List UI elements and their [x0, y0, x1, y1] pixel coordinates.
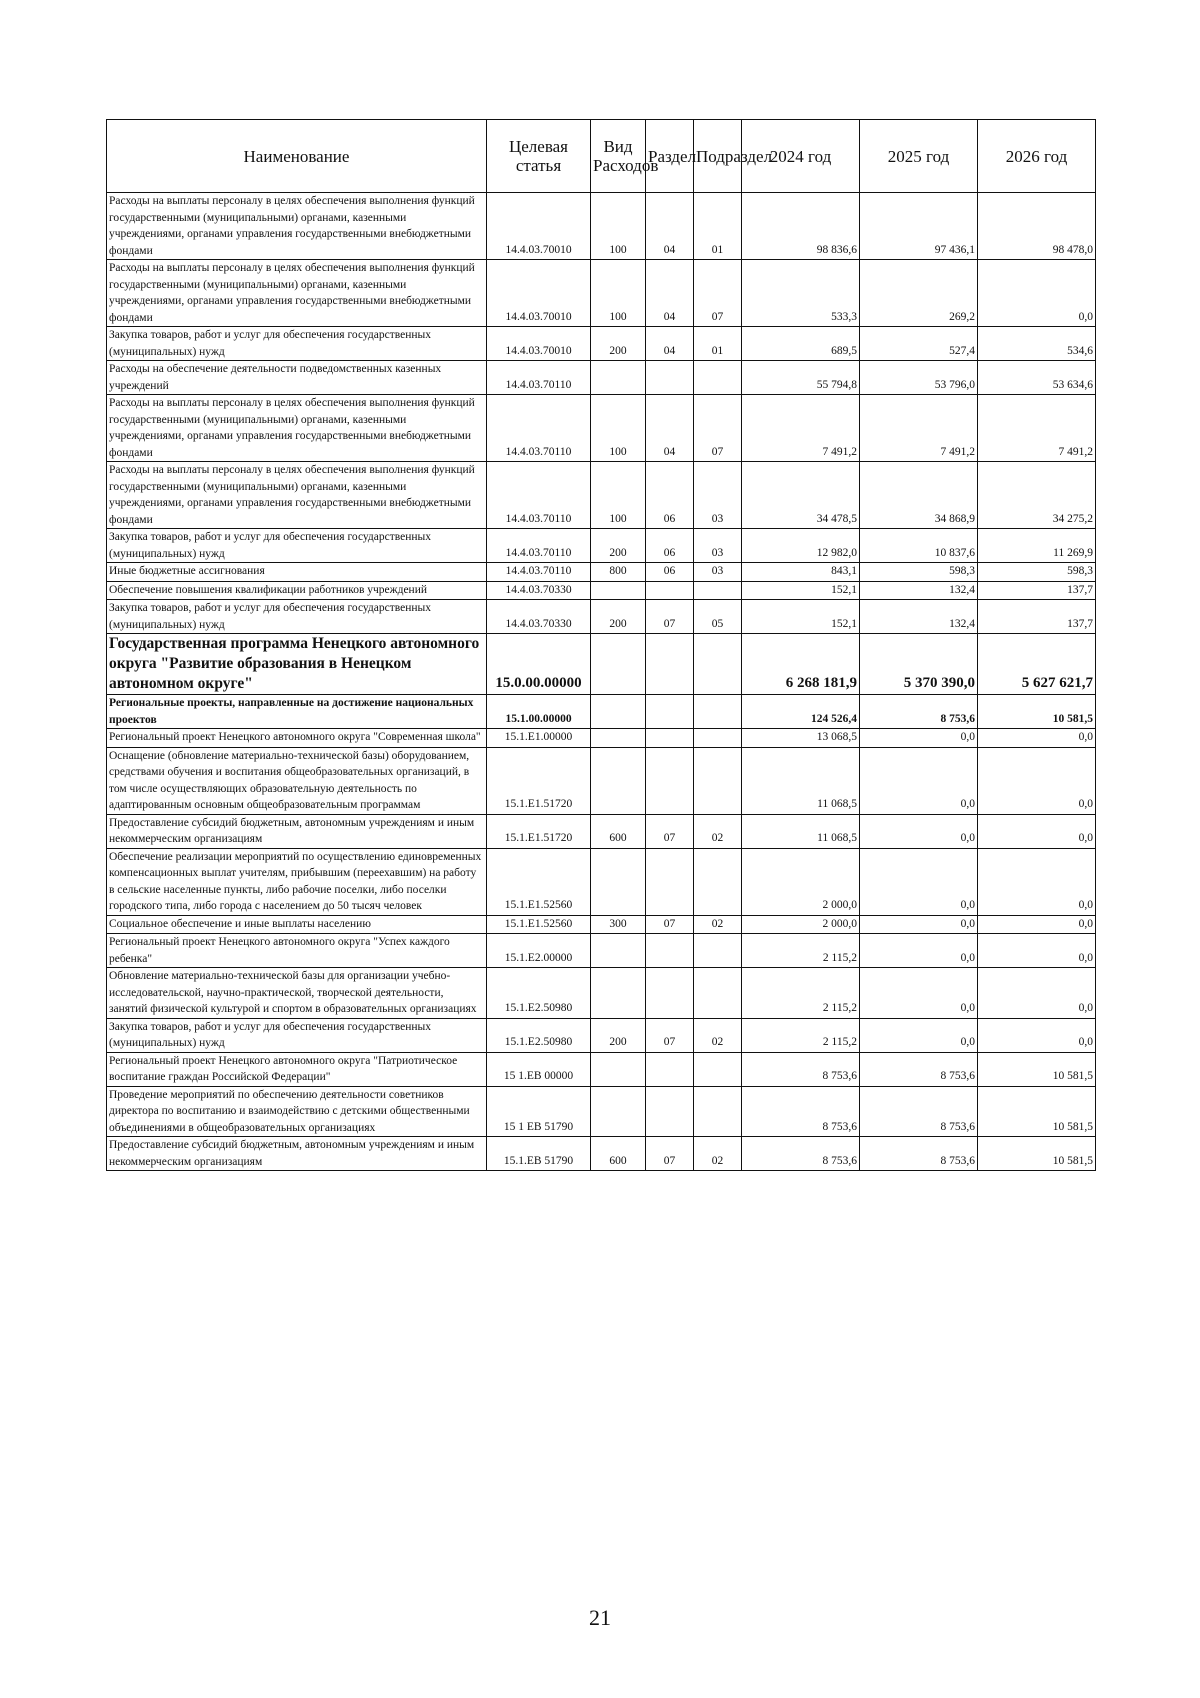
cell-2025: 8 753,6 — [860, 695, 978, 729]
cell-razdel — [646, 729, 694, 748]
cell-razdel: 07 — [646, 600, 694, 634]
table-row — [107, 814, 1096, 848]
cell-2025: 53 796,0 — [860, 361, 978, 395]
cell-2025: 8 753,6 — [860, 1052, 978, 1086]
cell-code: 14.4.03.70110 — [487, 529, 591, 563]
cell-2025: 34 868,9 — [860, 462, 978, 529]
cell-code: 15.1.E2.50980 — [487, 1018, 591, 1052]
cell-name: Расходы на выплаты персоналу в целях обеспечения выполнения функций государственными (муниципальными) органами, казенными учреждениями, органами управления государственными внебюджетными фондами — [107, 193, 487, 260]
cell-2025: 527,4 — [860, 327, 978, 361]
cell-2026: 0,0 — [978, 934, 1096, 968]
cell-name: Закупка товаров, работ и услуг для обеспечения государственных (муниципальных) нужд — [107, 1018, 487, 1052]
cell-2026: 7 491,2 — [978, 395, 1096, 462]
cell-code: 14.4.03.70330 — [487, 600, 591, 634]
cell-2024: 8 753,6 — [742, 1137, 860, 1171]
header-2025: 2025 год — [860, 120, 978, 193]
table-row — [107, 1052, 1096, 1086]
cell-2024: 8 753,6 — [742, 1052, 860, 1086]
cell-vid — [591, 1052, 646, 1086]
table-row — [107, 260, 1096, 327]
cell-podrazdel: 07 — [694, 260, 742, 327]
cell-2024: 12 982,0 — [742, 529, 860, 563]
cell-name: Обеспечение реализации мероприятий по осуществлению единовременных компенсационных выплат учителям, прибывшим (переехавшим) на работу в сельские населенные пункты, либо рабочие поселки, либо поселки городского типа, либо города с населением до 50 тысяч человек — [107, 848, 487, 915]
table-row — [107, 1018, 1096, 1052]
cell-2026: 0,0 — [978, 747, 1096, 814]
cell-podrazdel: 02 — [694, 915, 742, 934]
header-name: Наименование — [107, 120, 487, 193]
cell-code: 14.4.03.70110 — [487, 563, 591, 582]
cell-razdel — [646, 634, 694, 695]
cell-2026: 0,0 — [978, 848, 1096, 915]
cell-2024: 98 836,6 — [742, 193, 860, 260]
cell-razdel: 07 — [646, 1018, 694, 1052]
cell-2024: 2 115,2 — [742, 1018, 860, 1052]
cell-2026: 98 478,0 — [978, 193, 1096, 260]
cell-2024: 124 526,4 — [742, 695, 860, 729]
cell-2025: 132,4 — [860, 600, 978, 634]
cell-code: 15.1.E1.51720 — [487, 747, 591, 814]
cell-2025: 10 837,6 — [860, 529, 978, 563]
cell-name: Региональный проект Ненецкого автономного округа "Патриотическое воспитание граждан Российской Федерации" — [107, 1052, 487, 1086]
cell-name: Закупка товаров, работ и услуг для обеспечения государственных (муниципальных) нужд — [107, 600, 487, 634]
cell-razdel — [646, 361, 694, 395]
cell-name: Расходы на выплаты персоналу в целях обеспечения выполнения функций государственными (муниципальными) органами, казенными учреждениями, органами управления государственными внебюджетными фондами — [107, 260, 487, 327]
cell-2024: 2 000,0 — [742, 848, 860, 915]
table-row — [107, 747, 1096, 814]
cell-vid — [591, 968, 646, 1019]
cell-podrazdel: 02 — [694, 814, 742, 848]
cell-2025: 8 753,6 — [860, 1137, 978, 1171]
page-number: 21 — [589, 1605, 611, 1630]
cell-podrazdel — [694, 934, 742, 968]
cell-code: 15.1.E1.52560 — [487, 915, 591, 934]
cell-2024: 34 478,5 — [742, 462, 860, 529]
cell-2024: 8 753,6 — [742, 1086, 860, 1137]
cell-code: 15 1.EB 00000 — [487, 1052, 591, 1086]
cell-code: 15.1.E2.00000 — [487, 934, 591, 968]
cell-razdel — [646, 848, 694, 915]
cell-podrazdel: 02 — [694, 1018, 742, 1052]
header-2024: 2024 год — [742, 120, 860, 193]
cell-podrazdel — [694, 1052, 742, 1086]
table-row — [107, 327, 1096, 361]
cell-code: 15.1.E1.51720 — [487, 814, 591, 848]
cell-razdel: 04 — [646, 327, 694, 361]
cell-name: Предоставление субсидий бюджетным, автономным учреждениям и иным некоммерческим организациям — [107, 814, 487, 848]
budget-table — [106, 119, 1096, 1171]
cell-2025: 97 436,1 — [860, 193, 978, 260]
cell-code: 14.4.03.70110 — [487, 361, 591, 395]
cell-razdel: 04 — [646, 395, 694, 462]
cell-podrazdel: 03 — [694, 563, 742, 582]
cell-2024: 2 115,2 — [742, 934, 860, 968]
cell-vid: 200 — [591, 529, 646, 563]
cell-code: 15 1 EB 51790 — [487, 1086, 591, 1137]
cell-podrazdel: 05 — [694, 600, 742, 634]
cell-podrazdel: 07 — [694, 395, 742, 462]
cell-vid: 100 — [591, 395, 646, 462]
cell-razdel: 07 — [646, 915, 694, 934]
cell-podrazdel: 01 — [694, 193, 742, 260]
cell-code: 14.4.03.70330 — [487, 581, 591, 600]
header-podrazdel: Подраздел — [694, 120, 742, 193]
table-row — [107, 848, 1096, 915]
cell-razdel: 07 — [646, 814, 694, 848]
table-row — [107, 193, 1096, 260]
cell-2025: 0,0 — [860, 729, 978, 748]
cell-razdel: 07 — [646, 1137, 694, 1171]
cell-name: Закупка товаров, работ и услуг для обеспечения государственных (муниципальных) нужд — [107, 529, 487, 563]
cell-2026: 10 581,5 — [978, 1086, 1096, 1137]
cell-code: 15.0.00.00000 — [487, 634, 591, 695]
cell-2026: 10 581,5 — [978, 1137, 1096, 1171]
cell-razdel — [646, 1086, 694, 1137]
header-code: Целевая статья — [487, 120, 591, 193]
table-row — [107, 462, 1096, 529]
table-row — [107, 529, 1096, 563]
cell-name: Проведение мероприятий по обеспечению деятельности советников директора по воспитанию и взаимодействию с детскими общественными объединениями в общеобразовательных организациях — [107, 1086, 487, 1137]
cell-podrazdel: 03 — [694, 529, 742, 563]
cell-vid — [591, 695, 646, 729]
cell-vid — [591, 1086, 646, 1137]
cell-name: Социальное обеспечение и иные выплаты населению — [107, 915, 487, 934]
cell-podrazdel — [694, 968, 742, 1019]
cell-2025: 132,4 — [860, 581, 978, 600]
cell-2026: 137,7 — [978, 581, 1096, 600]
cell-vid: 800 — [591, 563, 646, 582]
cell-2024: 2 000,0 — [742, 915, 860, 934]
cell-podrazdel: 03 — [694, 462, 742, 529]
cell-razdel — [646, 1052, 694, 1086]
cell-2026: 11 269,9 — [978, 529, 1096, 563]
cell-2025: 0,0 — [860, 968, 978, 1019]
table-row — [107, 563, 1096, 582]
cell-name: Обновление материально-технической базы для организации учебно-исследовательской, научно-практической, творческой деятельности, занятий физической культурой и спортом в образовательных организациях — [107, 968, 487, 1019]
cell-vid: 100 — [591, 260, 646, 327]
cell-vid: 200 — [591, 327, 646, 361]
cell-2026: 10 581,5 — [978, 695, 1096, 729]
cell-code: 15.1.E1.52560 — [487, 848, 591, 915]
subtotal-row — [107, 695, 1096, 729]
cell-2024: 6 268 181,9 — [742, 634, 860, 695]
cell-code: 14.4.03.70110 — [487, 462, 591, 529]
cell-vid — [591, 934, 646, 968]
cell-name: Региональные проекты, направленные на достижение национальных проектов — [107, 695, 487, 729]
cell-vid — [591, 361, 646, 395]
cell-podrazdel: 01 — [694, 327, 742, 361]
cell-2026: 0,0 — [978, 729, 1096, 748]
cell-razdel — [646, 747, 694, 814]
cell-2024: 533,3 — [742, 260, 860, 327]
cell-podrazdel — [694, 729, 742, 748]
cell-2026: 0,0 — [978, 814, 1096, 848]
cell-2026: 0,0 — [978, 915, 1096, 934]
cell-2025: 269,2 — [860, 260, 978, 327]
cell-vid: 300 — [591, 915, 646, 934]
cell-name: Государственная программа Ненецкого автономного округа "Развитие образования в Ненецком автономном округе" — [107, 634, 487, 695]
cell-2026: 598,3 — [978, 563, 1096, 582]
table-row — [107, 915, 1096, 934]
table-row — [107, 934, 1096, 968]
cell-razdel — [646, 968, 694, 1019]
cell-code: 14.4.03.70010 — [487, 327, 591, 361]
cell-podrazdel — [694, 581, 742, 600]
cell-podrazdel — [694, 634, 742, 695]
cell-name: Иные бюджетные ассигнования — [107, 563, 487, 582]
cell-2025: 0,0 — [860, 934, 978, 968]
cell-vid — [591, 581, 646, 600]
cell-vid — [591, 729, 646, 748]
table-row — [107, 1137, 1096, 1171]
cell-podrazdel — [694, 361, 742, 395]
cell-vid: 100 — [591, 193, 646, 260]
cell-name: Расходы на выплаты персоналу в целях обеспечения выполнения функций государственными (муниципальными) органами, казенными учреждениями, органами управления государственными внебюджетными фондами — [107, 395, 487, 462]
cell-2026: 34 275,2 — [978, 462, 1096, 529]
cell-podrazdel — [694, 695, 742, 729]
cell-razdel — [646, 581, 694, 600]
table-row — [107, 729, 1096, 748]
cell-2026: 0,0 — [978, 260, 1096, 327]
cell-razdel: 06 — [646, 563, 694, 582]
cell-name: Региональный проект Ненецкого автономного округа "Современная школа" — [107, 729, 487, 748]
cell-vid — [591, 848, 646, 915]
cell-2024: 11 068,5 — [742, 814, 860, 848]
cell-2024: 152,1 — [742, 600, 860, 634]
cell-name: Обеспечение повышения квалификации работников учреждений — [107, 581, 487, 600]
cell-2025: 598,3 — [860, 563, 978, 582]
cell-razdel — [646, 934, 694, 968]
cell-razdel: 04 — [646, 260, 694, 327]
cell-vid — [591, 747, 646, 814]
cell-razdel: 04 — [646, 193, 694, 260]
cell-2026: 0,0 — [978, 1018, 1096, 1052]
table-row — [107, 968, 1096, 1019]
cell-podrazdel: 02 — [694, 1137, 742, 1171]
cell-2026: 137,7 — [978, 600, 1096, 634]
cell-code: 14.4.03.70010 — [487, 260, 591, 327]
cell-podrazdel — [694, 848, 742, 915]
cell-name: Расходы на обеспечение деятельности подведомственных казенных учреждений — [107, 361, 487, 395]
cell-razdel: 06 — [646, 529, 694, 563]
table-row — [107, 600, 1096, 634]
cell-2026: 534,6 — [978, 327, 1096, 361]
cell-code: 15.1.00.00000 — [487, 695, 591, 729]
table-row — [107, 395, 1096, 462]
cell-podrazdel — [694, 747, 742, 814]
table-header-row — [107, 120, 1096, 193]
cell-vid: 200 — [591, 1018, 646, 1052]
header-vid: Вид Расходов — [591, 120, 646, 193]
cell-code: 15.1.E1.00000 — [487, 729, 591, 748]
cell-razdel: 06 — [646, 462, 694, 529]
cell-2025: 0,0 — [860, 915, 978, 934]
cell-2026: 53 634,6 — [978, 361, 1096, 395]
cell-2024: 7 491,2 — [742, 395, 860, 462]
cell-code: 15.1.EB 51790 — [487, 1137, 591, 1171]
cell-name: Расходы на выплаты персоналу в целях обеспечения выполнения функций государственными (муниципальными) органами, казенными учреждениями, органами управления государственными внебюджетными фондами — [107, 462, 487, 529]
table-row — [107, 581, 1096, 600]
cell-name: Закупка товаров, работ и услуг для обеспечения государственных (муниципальных) нужд — [107, 327, 487, 361]
cell-2025: 7 491,2 — [860, 395, 978, 462]
table-row — [107, 361, 1096, 395]
cell-vid: 200 — [591, 600, 646, 634]
cell-2026: 0,0 — [978, 968, 1096, 1019]
cell-2024: 13 068,5 — [742, 729, 860, 748]
cell-2024: 152,1 — [742, 581, 860, 600]
cell-2025: 0,0 — [860, 848, 978, 915]
cell-2024: 2 115,2 — [742, 968, 860, 1019]
cell-name: Предоставление субсидий бюджетным, автономным учреждениям и иным некоммерческим организациям — [107, 1137, 487, 1171]
cell-code: 14.4.03.70010 — [487, 193, 591, 260]
cell-name: Региональный проект Ненецкого автономного округа "Успех каждого ребенка" — [107, 934, 487, 968]
cell-2024: 55 794,8 — [742, 361, 860, 395]
cell-2026: 5 627 621,7 — [978, 634, 1096, 695]
cell-razdel — [646, 695, 694, 729]
cell-2024: 11 068,5 — [742, 747, 860, 814]
cell-2024: 689,5 — [742, 327, 860, 361]
cell-vid: 100 — [591, 462, 646, 529]
header-razdel: Раздел — [646, 120, 694, 193]
cell-code: 14.4.03.70110 — [487, 395, 591, 462]
cell-name: Оснащение (обновление материально-технической базы) оборудованием, средствами обучения и воспитания общеобразовательных организаций, в том числе осуществляющих образовательную деятельность по адаптированным основным общеобразовательным программам — [107, 747, 487, 814]
cell-podrazdel — [694, 1086, 742, 1137]
cell-vid — [591, 634, 646, 695]
header-2026: 2026 год — [978, 120, 1096, 193]
cell-2025: 0,0 — [860, 1018, 978, 1052]
cell-2025: 0,0 — [860, 747, 978, 814]
cell-vid: 600 — [591, 814, 646, 848]
cell-2025: 8 753,6 — [860, 1086, 978, 1137]
table-row — [107, 1086, 1096, 1137]
cell-2025: 0,0 — [860, 814, 978, 848]
cell-code: 15.1.E2.50980 — [487, 968, 591, 1019]
cell-2026: 10 581,5 — [978, 1052, 1096, 1086]
cell-2025: 5 370 390,0 — [860, 634, 978, 695]
program-row — [107, 634, 1096, 695]
cell-vid: 600 — [591, 1137, 646, 1171]
cell-2024: 843,1 — [742, 563, 860, 582]
